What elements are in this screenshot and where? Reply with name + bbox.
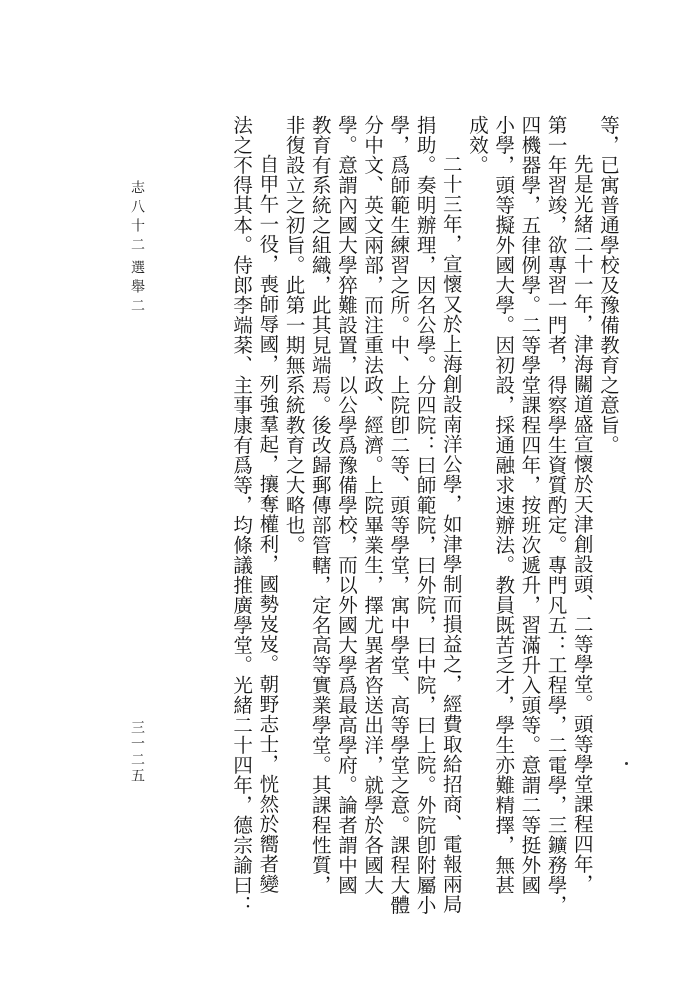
page-number: 三一二五 [129, 720, 145, 784]
text-column: 二十三年，宣懷又於上海創設南洋公學，如津學制而損益之，經費取給招商、電報兩局 [439, 154, 463, 914]
text-column: 四機器學，五律例學。二等學堂課程四年，按班次遞升，習滿升入頭等。意謂二等挺外國 [518, 115, 542, 895]
ink-speck [625, 762, 628, 765]
text-column: 自甲午一役，喪師辱國，列強羣起，攘奪權利，國勢岌岌。朝野志士，恍然於嚮者變 [256, 154, 280, 894]
text-column: 小學，頭等擬外國大學。因初設，採通融求速辦法。教員既苦乏才，學生亦難精擇，無甚 [492, 115, 516, 895]
text-column: 非復設立之初旨。此第一期無系統教育之大略也。 [282, 115, 306, 555]
text-column: 成效。 [465, 115, 489, 175]
text-column: 學，爲師範生練習之所。中、上院卽二等、頭等學堂，寓中學堂、高等學堂之意。課程大體 [387, 115, 411, 915]
text-column: 等，已寓普通學校及豫備教育之意旨。 [597, 115, 620, 455]
text-column: 第一年習竣，欲專習一門者，得察學生資質酌定。專門凡五：工程學，二電學，三鑛務學， [544, 115, 568, 915]
text-column: 學。意謂內國大學猝難設置，以公學爲豫備學校，而以外國大學爲最高學府。論者謂中國 [334, 115, 358, 895]
text-column: 分中文、英文兩部，而注重法政、經濟。上院畢業生，擇尤異者咨送出洋，就學於各國大 [361, 115, 385, 895]
text-column: 先是光緒二十一年，津海關道盛宣懷於天津創設頭、二等學堂。頭等學堂課程四年， [570, 154, 594, 894]
text-column: 捐助。奏明辦理，因名公學。分四院：曰師範院，曰外院，曰中院，曰上院。外院卽附屬小 [413, 115, 437, 915]
text-column: 法之不得其本。侍郎李端棻、主事康有爲等，均條議推廣學堂。光緒二十四年，德宗諭曰： [230, 115, 254, 915]
footer-section-label: 志八十二 [129, 180, 145, 256]
text-column: 教育有系統之組織，此其見端焉。後改歸郵傳部管轄，定名高等實業學堂。其課程性質， [308, 115, 332, 895]
footer-chapter-label: 選舉二 [129, 260, 145, 317]
main-text [81, 115, 621, 915]
